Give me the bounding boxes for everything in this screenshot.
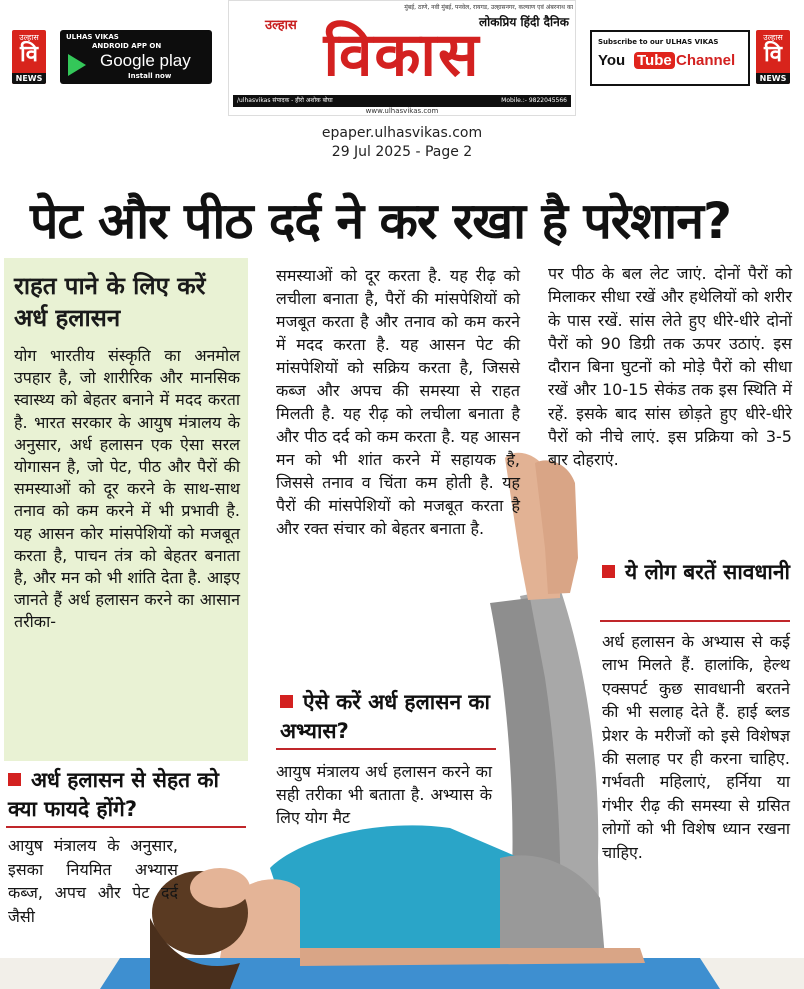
epaper-site: epaper.ulhasvikas.com <box>321 125 483 141</box>
article-headline: पेट और पीठ दर्द ने कर रखा है परेशान? <box>30 192 731 250</box>
ulhas-news-logo-left: उल्हास वि NEWS <box>12 30 46 84</box>
masthead-header <box>0 0 804 122</box>
sidebar-heading: राहत पाने के लिए करें अर्ध हलासन <box>14 272 206 332</box>
google-play-promo[interactable]: ULHAS VIKAS ANDROID APP ON Google play Install now <box>60 30 212 84</box>
section-rule <box>276 748 496 750</box>
youtube-icon: Tube <box>634 52 675 69</box>
newspaper-title: विकास <box>323 20 481 90</box>
headline-area <box>0 172 804 258</box>
sidebar-text: योग भारतीय संस्कृति का अनमोल उपहार है, जो शारीरिक और मानसिक स्वास्थ्य को बेहतर बनाने में मदद करता है. भारत सरकार के आयुष मंत्रालय के अनुसार, अर्ध हलासन एक ऐसा सरल योगासन है, जो पेट, पीठ और पैरों की समस्याओं को दूर करने के साथ-साथ तनाव को कम करने में भी प्रभावी है. यह आसन कोर मांसपेशियों को मजबूत करता है, पाचन तंत्र को बेहतर बनाता है, और मन को भी शांति देता है. आइए जानते हैं अर्ध हलासन करने का आसान तरीका- <box>14 346 240 632</box>
red-square-bullet <box>8 773 21 786</box>
benefits-text: आयुष मंत्रालय के अनुसार, इसका नियमित अभ्यास कब्ज, अपच और पेट दर्द जैसी <box>8 836 178 926</box>
date-page: 29 Jul 2025 - Page 2 <box>331 144 473 160</box>
section-heading-caution: ये लोग बरतें सावधानी <box>602 558 792 587</box>
youtube-channel-promo[interactable]: Subscribe to our ULHAS VIKAS You Tube Channel <box>590 30 750 86</box>
page-meta <box>0 124 804 162</box>
column-b-text: समस्याओं को दूर करता है. यह रीढ़ को लचीला बनाता है, पैरों की मांसपेशियों को मजबूत करता है और तनाव को कम करने में मदद करता है. यह आसन पेट की मांसपेशियों को सक्रिय करता है, जिससे कब्ज और अपच की समस्या से राहत मिलती है. यह रीढ़ को लचीला बनाता है और पीठ दर्द को कम करता है. यह आसन मन को भी शांत करने में सहायक है, जिससे तनाव व चिंता कम होती है. यह पैरों की मांसपेशियों को मजबूत करता है और रक्त संचार को बेहतर बनाता है. <box>276 266 520 538</box>
section-heading-benefits: अर्ध हलासन से सेहत को क्या फायदे होंगे? <box>8 768 219 821</box>
ulhas-news-logo-right: उल्हास वि NEWS <box>756 30 790 84</box>
section-rule <box>600 620 790 622</box>
column-c-text: पर पीठ के बल लेट जाएं. दोनों पैरों को मिलाकर सीधा रखें और हथेलियों को शरीर के पास रखें. सांस लेते हुए धीरे-धीरे दोनों पैरों को 90 डिग्री तक ऊपर उठाएं. इस दौरान बिना घुटनों को मोड़े पैरों को सीधा रखें और 10-15 सेकंड तक इस स्थिति में रहें. इसके बाद सांस छोड़ते हुए धीरे-धीरे पैरों को नीचे लाएं. इस प्रक्रिया को 3-5 बार दोहराएं. <box>548 264 792 470</box>
section-heading-practice: ऐसे करें अर्ध हलासन का अभ्यास? <box>280 690 490 743</box>
red-square-bullet <box>602 565 615 578</box>
practice-text: आयुष मंत्रालय अर्ध हलासन करने का सही तरीका भी बताता है. अभ्यास के लिए योग मैट <box>276 762 492 827</box>
red-square-bullet <box>280 695 293 708</box>
newspaper-masthead: मुंबई, ठाणे, नवी मुंबई, पनवेल, रायगड, उल्हासनगर, कल्याण एवं अंबरनाथ का लोकप्रिय हिंदी दैनिक उल्हास विकास /ulhasvikas संपादक - हीरो अशोक बोघा Mobile.:- 9822045566 www.ulhasvikas.com <box>228 0 576 116</box>
section-rule <box>6 826 246 828</box>
masthead-info-strip: /ulhasvikas संपादक - हीरो अशोक बोघा Mobile.:- 9822045566 <box>233 95 571 107</box>
google-play-icon <box>68 54 86 76</box>
caution-text: अर्ध हलासन के अभ्यास से कई लाभ मिलते हैं. हालांकि, हेल्थ एक्सपर्ट कुछ सावधानी बरतने की भी सलाह देते हैं. हाई ब्लड प्रेशर के मरीजों को इसे विशेषज्ञ की सलाह पर ही करना चाहिए. गर्भवती महिलाएं, हर्निया या गंभीर रीढ़ की समस्या से ग्रसित लोगों को भी विशेष ध्यान रखना चाहिए. <box>602 632 790 862</box>
